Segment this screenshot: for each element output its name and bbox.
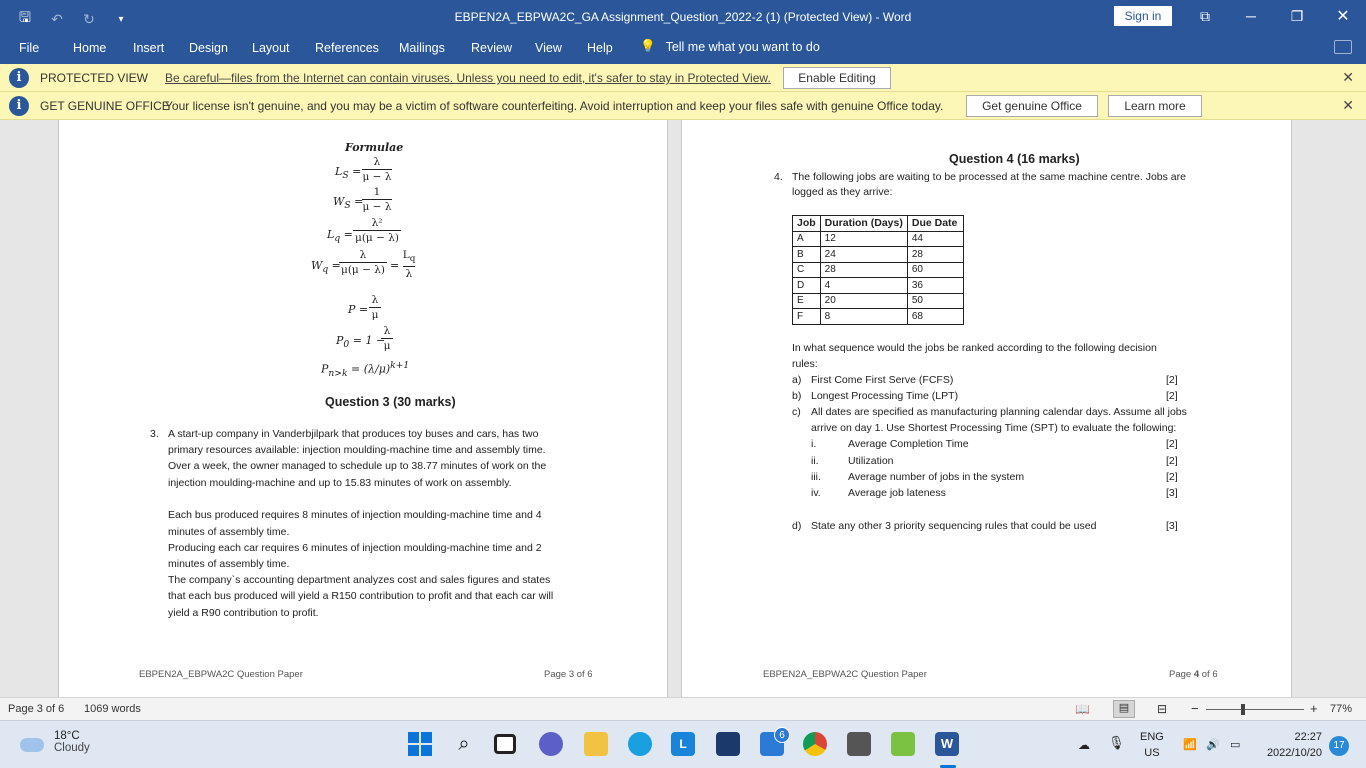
question-text-line: rules: [792,358,818,370]
table-cell: 50 [907,293,963,309]
table-cell: 68 [907,309,963,325]
question-4-intro-line: logged as they arrive: [792,186,893,198]
genuine-office-bar [0,92,1366,120]
close-icon[interactable]: ✕ [1336,8,1350,25]
q3-line: Over a week, the owner managed to schedule up to 38.77 minutes of work on the [168,460,547,472]
keyboard-layout: US [1144,747,1160,759]
q3-line: Each bus produced requires 8 minutes of injection moulding-machine time and 4 [168,509,542,521]
table-cell: 4 [820,278,907,294]
subitem-label: iii. [811,471,821,483]
table-cell: 12 [820,231,907,247]
page-3-footer-right: Page 3 of 6 [544,669,593,680]
enable-editing-button[interactable]: Enable Editing [783,67,891,89]
table-cell: 36 [907,278,963,294]
document-area[interactable] [0,120,1366,697]
q3-line: minutes of assembly time. [168,558,290,570]
q3-line: that each bus produced will yield a R150 contribution to profit and that each car will [168,590,554,602]
q3-line: The company`s accounting department analyzes cost and sales figures and states [168,574,551,586]
question-4-heading: Question 4 (16 marks) [949,152,1080,166]
weather-widget[interactable] [20,730,90,754]
item-label: d) [792,520,802,532]
table-row [793,278,964,294]
page-4-footer-right [1169,669,1218,680]
table-row [793,293,964,309]
page-4 [681,120,1292,697]
volume-icon[interactable]: 🔊 [1206,739,1220,751]
item-marks: [2] [1166,374,1178,386]
subitem-marks: [3] [1166,487,1178,499]
learn-more-button[interactable]: Learn more [1108,95,1202,117]
table-cell: D [793,278,821,294]
ribbon-display-icon[interactable]: ⧉ [1200,8,1210,24]
table-row [793,247,964,263]
table-cell: 24 [820,247,907,263]
tab-layout[interactable]: Layout [252,41,290,55]
item-text: All dates are specified as manufacturing planning calendar days. Assume all jobs [811,406,1187,418]
table-cell: 8 [820,309,907,325]
minimize-icon[interactable]: ─ [1246,8,1256,24]
table-cell: 60 [907,262,963,278]
ribbon-tabs [0,33,1366,64]
tab-design[interactable]: Design [189,41,228,55]
q3-line: minutes of assembly time. [168,526,290,538]
q3-line: injection moulding-machine and up to 15.83 minutes of work on assembly. [168,477,512,489]
table-cell: 20 [820,293,907,309]
clock[interactable] [1262,729,1322,761]
item-text: arrive on day 1. Use Shortest Processing Time (SPT) to evaluate the following: [811,422,1177,434]
notification-badge[interactable]: 17 [1329,736,1349,756]
close-protected-bar-icon[interactable]: ✕ [1342,69,1354,85]
mail-badge: 6 [774,727,790,743]
game-app-icon[interactable] [847,732,871,756]
file-explorer-icon[interactable] [584,732,608,756]
tab-home[interactable]: Home [73,41,107,55]
battery-icon[interactable]: ▭ [1230,739,1241,751]
subitem-marks: [2] [1166,471,1178,483]
redo-icon[interactable]: ↻ [83,10,95,27]
item-text: State any other 3 priority sequencing rules that could be used [811,520,1097,532]
start-icon[interactable] [408,732,432,756]
restore-icon[interactable]: ❐ [1290,8,1304,24]
language-code: ENG [1140,731,1164,743]
table-header-row [793,216,964,232]
tab-insert[interactable]: Insert [133,41,165,55]
search-icon[interactable]: ⌕ [458,733,470,755]
question-4-intro-line: The following jobs are waiting to be processed at the same machine centre. Jobs are [792,171,1186,183]
q3-line: Producing each car requires 6 minutes of injection moulding-machine time and 2 [168,542,542,554]
word-count[interactable]: 1069 words [84,703,141,715]
table-row [793,309,964,325]
table-header: Job [793,216,821,232]
page-3: Formulae $L_S$ = λ μ − λ $W_S$ = 1 μ − λ $L_q$ = λ² μ(μ − λ) $W_q$ = λ μ(μ − λ) = $L_q$ λ P = λ μ $P_0 = 1$ − λ μ $P_{n>k} = (\lambda/\mu)^{k+1}$ Question 3 (30 marks) 3. A start-up company in Vanderbjilpark that produces toy buses and cars, has two primary resources available: injection moulding-machine time and assembly time. Over a week, the owner managed to schedule up to 38.77 minutes of work on the injection moulding-machine and up to 15.83 minutes of work on assembly. Each bus produced requires 8 minutes of injection moulding-machine time and 4 minutes of assembly time. Producing each car requires 6 minutes of injection moulding-machine time and 2 minutes of assembly time. The company`s accounting department analyzes cost and sales figures and states that each bus produced will yield a R150 contribution to profit and that each car will yield a R90 contribution to profit. EBPEN2A_EBPWA2C Question Paper Page 3 of 6 [58,120,668,697]
tab-review[interactable]: Review [471,41,512,55]
chat-icon[interactable] [539,732,563,756]
time: 22:27 [1294,731,1322,743]
subitem-marks: [2] [1166,455,1178,467]
cloud-icon [20,738,44,752]
temperature: 18°C [54,730,80,742]
subitem-text: Average Completion Time [848,438,969,450]
wifi-icon[interactable]: 📶 [1183,739,1197,751]
subitem-label: ii. [811,455,819,467]
taskbar [0,720,1366,768]
item-text: Longest Processing Time (LPT) [811,390,959,402]
store-icon[interactable] [716,732,740,756]
table-header: Due Date [907,216,963,232]
tab-mailings[interactable]: Mailings [399,41,445,55]
subitem-text: Utilization [848,455,894,467]
page-count[interactable]: Page 3 of 6 [8,703,65,715]
edge-icon[interactable] [628,732,652,756]
info-icon: i [9,96,29,116]
zoom-out-icon[interactable]: − [1191,701,1199,716]
jobs-table [792,215,964,325]
protected-view-label: PROTECTED VIEW [40,71,149,85]
save-icon[interactable]: 🖫 [19,9,31,25]
item-label: c) [792,406,801,418]
page-4-footer-left: EBPEN2A_EBPWA2C Question Paper [763,669,927,680]
subitem-label: iv. [811,487,821,499]
language-indicator[interactable] [1140,729,1164,761]
table-cell: B [793,247,821,263]
zoom-level[interactable]: 77% [1330,703,1353,715]
item-marks: [3] [1166,520,1178,532]
read-mode-icon[interactable]: 📖 [1075,702,1090,716]
date: 2022/10/20 [1266,747,1322,759]
zoom-slider-thumb[interactable] [1241,704,1245,715]
subitem-label: i. [811,438,817,450]
question-3-number: 3. [150,428,159,440]
onedrive-icon[interactable]: ☁ [1078,738,1090,752]
q3-line: primary resources available: injection moulding-machine time and assembly time. [168,444,546,456]
microphone-icon[interactable]: 🎙 [1108,735,1125,750]
table-row [793,231,964,247]
info-icon: i [9,68,29,88]
weather-condition: Cloudy [54,742,90,754]
protected-view-bar [0,64,1366,92]
print-layout-icon[interactable]: ▤ [1113,700,1135,718]
tell-me-label: Tell me what you want to do [665,39,820,54]
sign-in-button[interactable]: Sign in [1114,6,1172,26]
table-cell: E [793,293,821,309]
table-cell: 28 [820,262,907,278]
tab-help[interactable]: Help [587,41,613,55]
web-layout-icon[interactable]: ⊟ [1157,702,1168,716]
table-cell: 44 [907,231,963,247]
undo-icon[interactable]: ↶ [51,10,63,27]
tab-view[interactable]: View [535,41,562,55]
question-3-heading: Question 3 (30 marks) [325,395,456,409]
notes-app-icon[interactable] [891,732,915,756]
tab-references[interactable]: References [315,41,379,55]
title-bar [0,0,1366,33]
footer-page-suffix: of 6 [1199,669,1218,680]
footer-page-prefix: Page [1169,669,1194,680]
item-marks: [2] [1166,390,1178,402]
table-cell: F [793,309,821,325]
chrome-icon[interactable] [803,732,827,756]
genuine-office-message: Your license isn't genuine, and you may be a victim of software counterfeiting. Avoid interruption and keep your files safe with genuine Office today. [165,99,944,113]
footer-page-number: 4 [1193,669,1200,680]
subitem-marks: [2] [1166,438,1178,450]
comments-icon[interactable] [1334,40,1352,54]
table-cell: C [793,262,821,278]
q3-line: yield a R90 contribution to profit. [168,607,319,619]
table-cell: A [793,231,821,247]
get-genuine-office-button[interactable]: Get genuine Office [966,95,1098,117]
table-header: Duration (Days) [820,216,907,232]
q3-line: A start-up company in Vanderbjilpark that produces toy buses and cars, has two [168,428,539,440]
zoom-in-icon[interactable]: + [1310,701,1318,716]
table-cell: 28 [907,247,963,263]
window-title: EBPEN2A_EBPWA2C_GA Assignment_Question_2022-2 (1) (Protected View) - Word [454,10,912,24]
item-label: a) [792,374,802,386]
formulae-title: Formulae [345,141,404,154]
table-row [793,262,964,278]
subitem-text: Average job lateness [848,487,946,499]
task-view-icon[interactable] [494,734,516,754]
item-label: b) [792,390,802,402]
launcher-icon[interactable]: L [671,732,695,756]
zoom-slider[interactable] [1206,709,1304,710]
tab-file[interactable]: File [19,41,40,55]
close-genuine-bar-icon[interactable]: ✕ [1342,97,1354,113]
question-4-number: 4. [774,171,783,183]
item-text: First Come First Serve (FCFS) [811,374,954,386]
protected-view-message[interactable]: Be careful—files from the Internet can contain viruses. Unless you need to edit, it's safer to stay in Protected View. [165,71,771,85]
question-text-line: In what sequence would the jobs be ranked according to the following decision [792,342,1157,354]
lightbulb-icon: 💡 [640,39,656,53]
customize-qat-icon[interactable]: ▾ [118,13,124,25]
subitem-text: Average number of jobs in the system [848,471,1025,483]
word-icon[interactable]: W [935,732,959,756]
tell-me-box[interactable] [640,39,820,54]
genuine-office-label: GET GENUINE OFFICE [40,99,170,113]
status-bar [0,697,1366,720]
page-3-footer-left: EBPEN2A_EBPWA2C Question Paper [139,669,303,680]
